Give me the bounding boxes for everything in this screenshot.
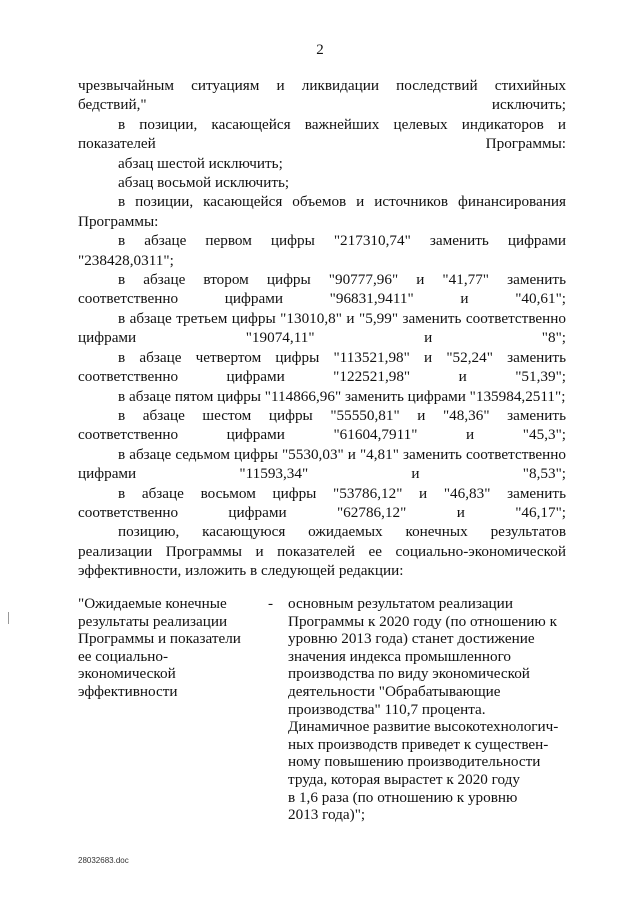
table-dash: -: [268, 595, 274, 612]
margin-mark: [8, 612, 9, 624]
label-line: "Ожидаемые конечные: [78, 595, 227, 612]
value-line: значения индекса промышленного: [288, 647, 512, 665]
value-line: производства по виду экономической: [288, 665, 530, 683]
paragraph: абзац восьмой исключить;: [118, 174, 290, 192]
page-number: 2: [316, 42, 324, 58]
value-line: деятельности "Обрабатывающие: [288, 682, 501, 700]
paragraph: в абзаце пятом цифры "114866,96" заменить цифрами "135984,2511";: [118, 387, 566, 405]
label-line: Программы и показатели: [78, 630, 241, 648]
paragraph: в абзаце восьмом цифры "53786,12" и "46,83" заменить соответственно цифрами "62786,12" и "46,17";: [78, 484, 566, 521]
paragraph: абзац шестой исключить;: [118, 154, 283, 172]
paragraph: позицию, касающуюся ожидаемых конечных результатов реализации Программы и показателей ее социально-экономической эффективности, изложить в следующей редакции:: [78, 523, 566, 580]
label-line: ее социально-: [78, 647, 169, 665]
value-line: ному повышению производительности: [288, 753, 541, 771]
table-value-cell: [288, 595, 570, 824]
label-line: результаты реализации: [78, 612, 228, 630]
label-line: экономической: [78, 665, 176, 683]
value-line: ных производств приведет к существен-: [288, 735, 549, 753]
paragraph: в абзаце седьмом цифры "5530,03" и "4,81" заменить соответственно цифрами "11593,34" и "8,53";: [78, 445, 566, 483]
paragraph: в абзаце первом цифры "217310,74" заменить цифрами "238428,0311";: [78, 232, 566, 269]
value-line: Динамичное развитие высокотехнологич-: [288, 718, 559, 736]
paragraph: в абзаце шестом цифры "55550,81" и "48,36" заменить соответственно цифрами "61604,7911" и "45,3";: [78, 406, 566, 444]
value-line: производства" 110,7 процента.: [288, 700, 486, 718]
value-line: 2013 года)";: [288, 806, 366, 824]
value-line: в 1,6 раза (по отношению к уровню: [288, 788, 518, 806]
document-body: [78, 76, 566, 581]
footer-filename: 28032683.doc: [78, 856, 129, 865]
value-line: основным результатом реализации: [288, 595, 513, 612]
table-label-cell: [78, 595, 253, 701]
value-line: уровню 2013 года) станет достижение: [288, 630, 535, 648]
label-line: эффективности: [78, 682, 178, 700]
paragraph: в абзаце втором цифры "90777,96" и "41,77" заменить соответственно цифрами "96831,9411" и "40,61";: [78, 271, 566, 308]
paragraph: в абзаце третьем цифры "13010,8" и "5,99" заменить соответственно цифрами "19074,11" и "8";: [78, 309, 566, 347]
paragraph: чрезвычайным ситуациям и ликвидации последствий стихийных бедствий," исключить;: [78, 77, 566, 114]
paragraph: в позиции, касающейся объемов и источников финансирования Программы:: [78, 193, 566, 230]
value-line: труда, которая вырастет к 2020 году: [288, 770, 520, 788]
value-line: Программы к 2020 году (по отношению к: [288, 612, 557, 630]
paragraph: в позиции, касающейся важнейших целевых индикаторов и показателей Программы:: [78, 115, 566, 153]
paragraph: в абзаце четвертом цифры "113521,98" и "52,24" заменить соответственно цифрами "122521,98" и "51,39";: [78, 348, 566, 386]
